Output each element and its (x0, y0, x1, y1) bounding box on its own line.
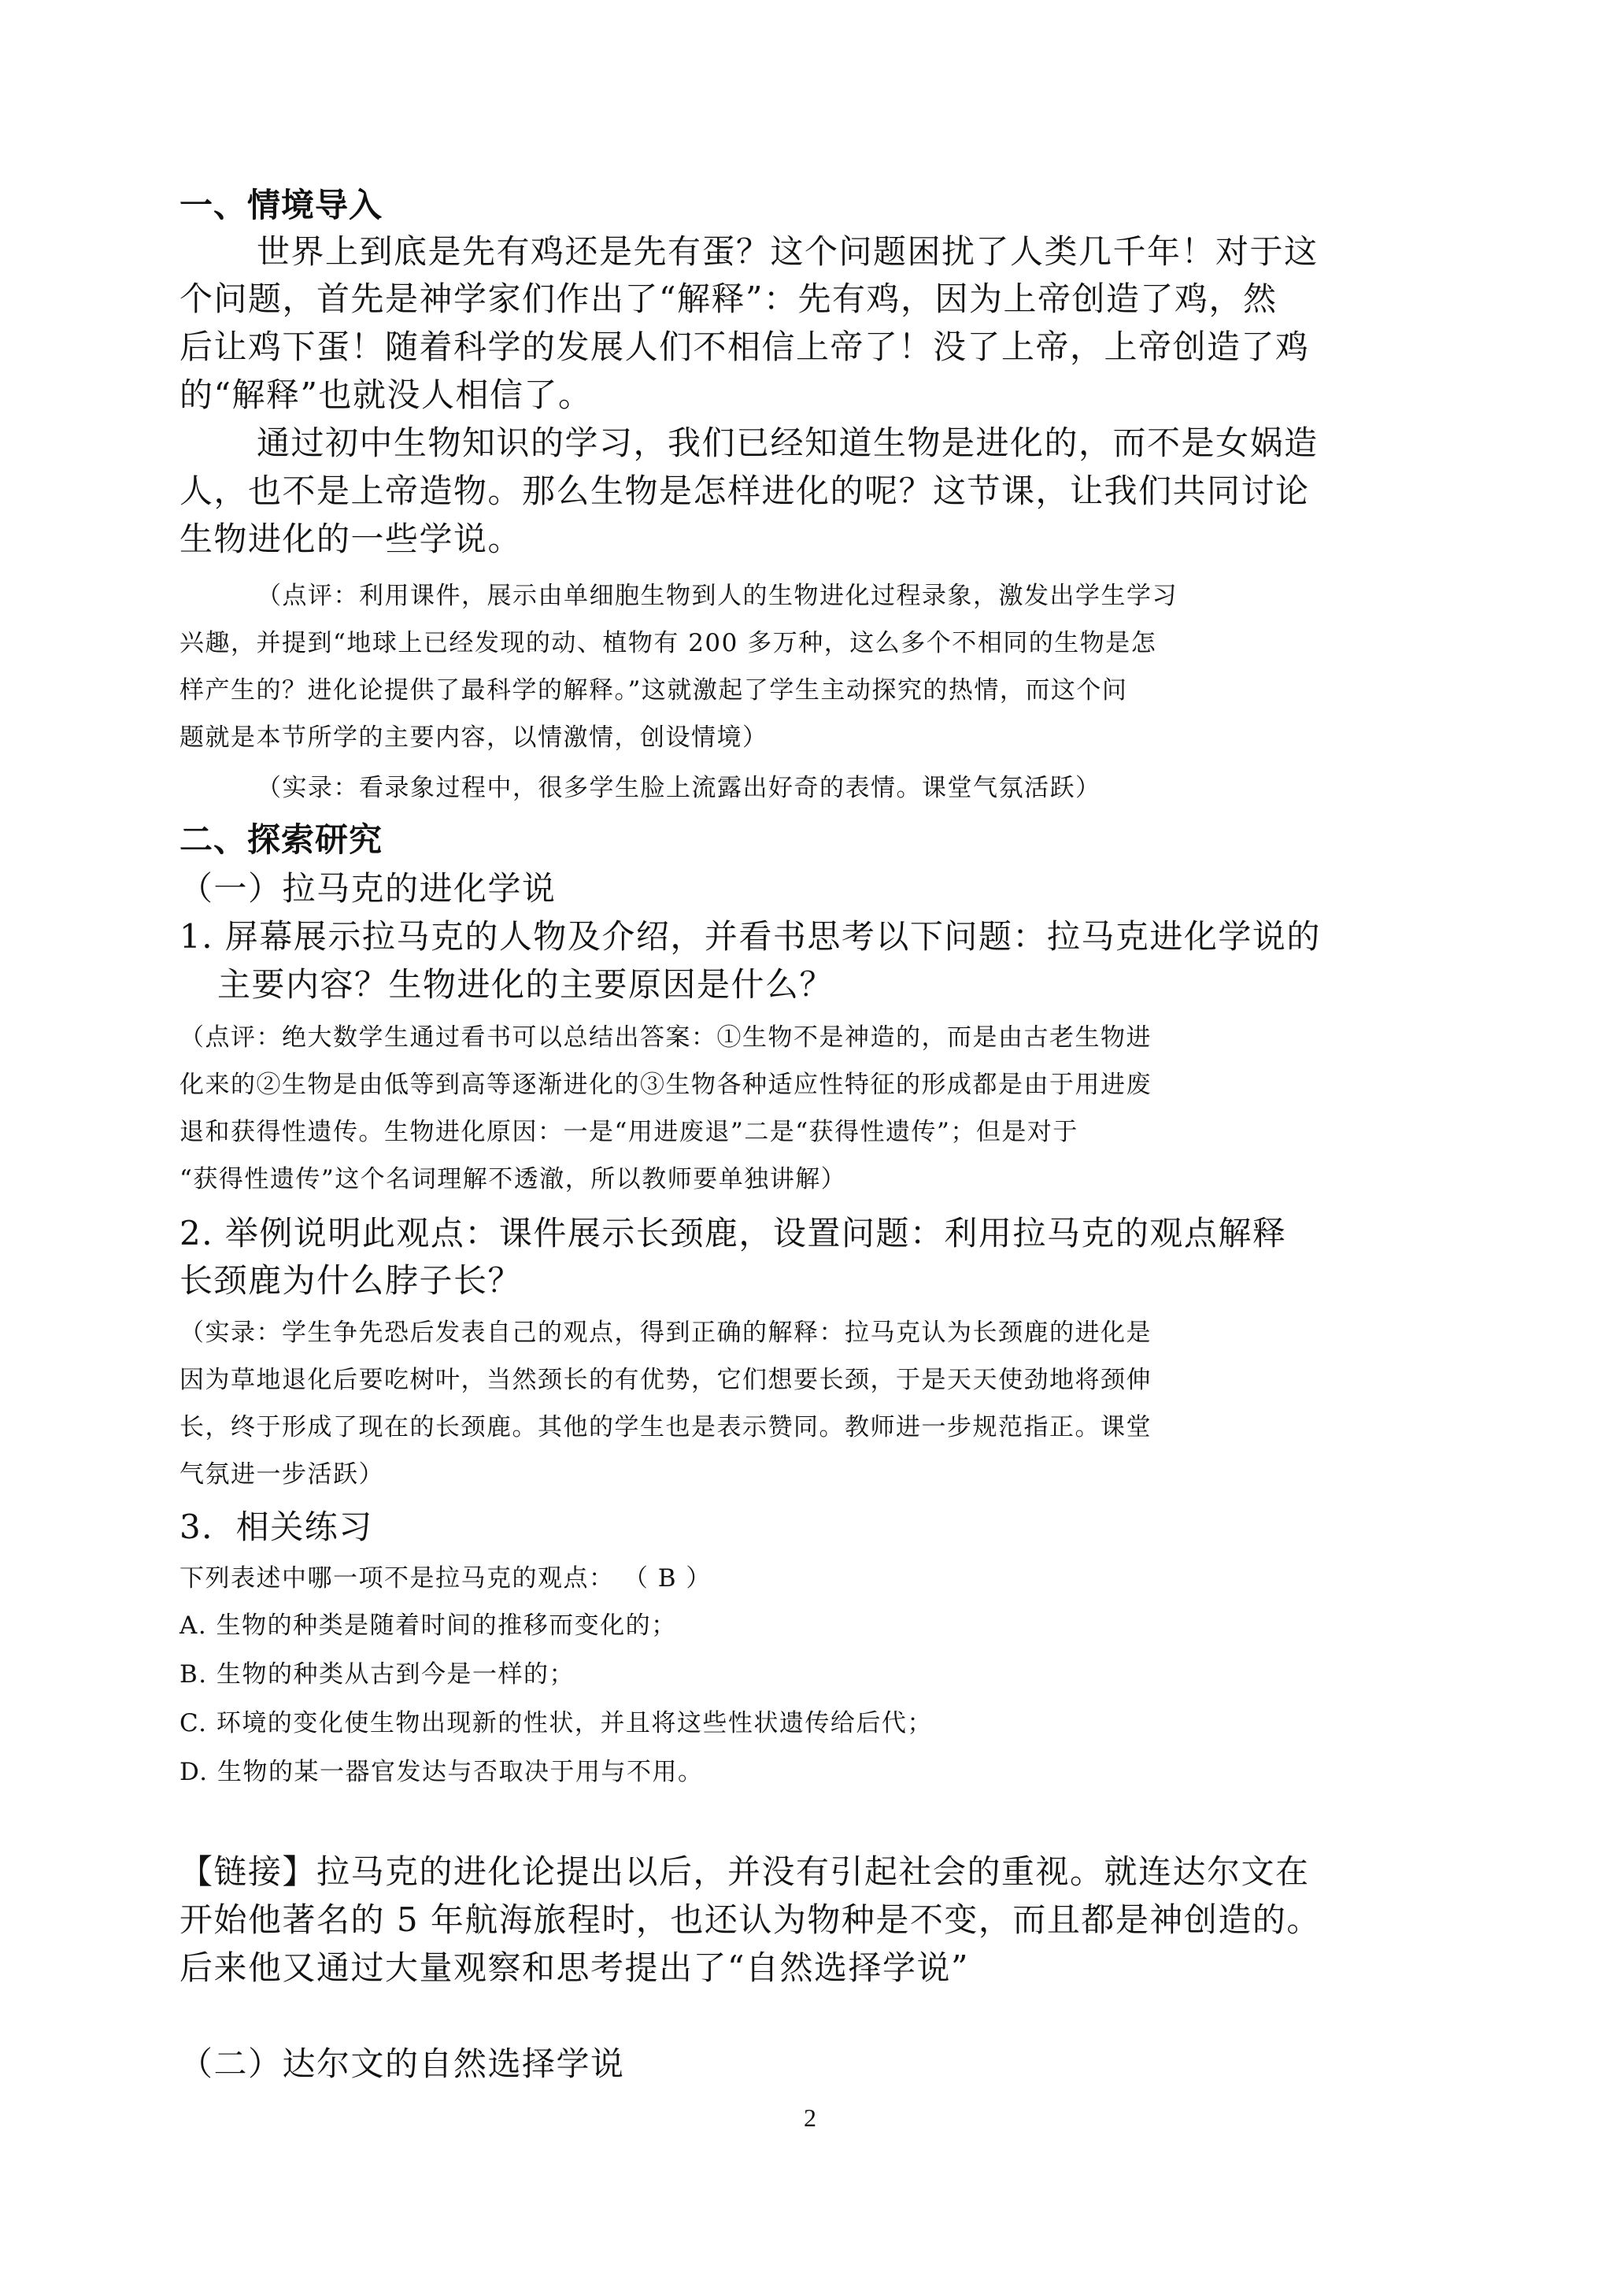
paragraph-line: 后让鸡下蛋！随着科学的发展人们不相信上帝了！没了上帝，上帝创造了鸡 (179, 327, 1310, 366)
record-line: 因为草地退化后要吃树叶，当然颈长的有优势，它们想要长颈，于是天天使劲地将颈伸 (179, 1366, 1152, 1394)
list-item: 主要内容？生物进化的主要原因是什么？ (217, 965, 834, 1004)
list-item: 2. 举例说明此观点：课件展示长颈鹿，设置问题：利用拉马克的观点解释 (179, 1214, 1287, 1252)
comment-line: 化来的②生物是由低等到高等逐渐进化的③生物各种适应性特征的形成都是由于用进废 (179, 1071, 1152, 1099)
exercise-question: 下列表述中哪一项不是拉马克的观点： （ B ） (179, 1564, 712, 1593)
paragraph-line: 通过初中生物知识的学习，我们已经知道生物是进化的，而不是女娲造 (257, 424, 1319, 462)
paragraph-line: 的“解释”也就没人相信了。 (179, 376, 593, 414)
list-item: 长颈鹿为什么脖子长？ (179, 1261, 523, 1300)
section-heading-explore: 二、探索研究 (179, 820, 383, 859)
record-line: 长，终于形成了现在的长颈鹿。其他的学生也是表示赞同。教师进一步规范指正。课堂 (179, 1413, 1152, 1441)
exercise-option: C. 环境的变化使生物出现新的性状，并且将这些性状遗传给后代； (179, 1709, 933, 1737)
exercise-option: D. 生物的某一器官发达与否取决于用与不用。 (179, 1758, 704, 1786)
comment-line: 样产生的？进化论提供了最科学的解释。”这就激起了学生主动探究的热情，而这个问 (179, 676, 1128, 705)
link-paragraph-line: 开始他著名的 5 年航海旅程时，也还认为物种是不变，而且都是神创造的。 (179, 1900, 1321, 1939)
exercise-option: B. 生物的种类从古到今是一样的； (179, 1660, 575, 1689)
comment-line: （点评：利用课件，展示由单细胞生物到人的生物进化过程录象，激发出学生学习 (257, 582, 1178, 610)
record-line: （实录：学生争先恐后发表自己的观点，得到正确的解释：拉马克认为长颈鹿的进化是 (179, 1319, 1152, 1347)
link-paragraph-line: 后来他又通过大量观察和思考提出了“自然选择学说” (179, 1948, 969, 1987)
comment-line: 退和获得性遗传。生物进化原因：一是“用进废退”二是“获得性遗传”；但是对于 (179, 1118, 1078, 1146)
record-line: 气氛进一步活跃） (179, 1460, 384, 1489)
paragraph-line: 世界上到底是先有鸡还是先有蛋？这个问题困扰了人类几千年！对于这 (257, 232, 1319, 271)
paragraph-line: 人，也不是上帝造物。那么生物是怎样进化的呢？这节课，让我们共同讨论 (179, 472, 1310, 510)
list-item: 3．相关练习 (179, 1508, 373, 1546)
comment-line: （点评：绝大数学生通过看书可以总结出答案：①生物不是神造的，而是由古老生物进 (179, 1023, 1152, 1052)
subsection-heading: （一）拉马克的进化学说 (179, 869, 557, 908)
paragraph-line: 个问题，首先是神学家们作出了“解释”：先有鸡，因为上帝创造了鸡，然 (179, 279, 1278, 318)
record-line: （实录：看录象过程中，很多学生脸上流露出好奇的表情。课堂气氛活跃） (257, 774, 1101, 802)
exercise-option: A. 生物的种类是随着时间的推移而变化的； (179, 1611, 677, 1640)
list-item: 1. 屏幕展示拉马克的人物及介绍，并看书思考以下问题：拉马克进化学说的 (179, 917, 1321, 956)
section-heading-intro: 一、情境导入 (179, 186, 383, 224)
comment-line: 题就是本节所学的主要内容，以情激情，创设情境） (179, 723, 768, 752)
comment-line: 兴趣，并提到“地球上已经发现的动、植物有 200 多万种，这么多个不相同的生物是怎 (179, 629, 1157, 657)
page-number: 2 (804, 2103, 816, 2132)
subsection-heading: （二）达尔文的自然选择学说 (179, 2044, 625, 2083)
link-paragraph-line: 【链接】拉马克的进化论提出以后，并没有引起社会的重视。就连达尔文在 (179, 1852, 1310, 1891)
paragraph-line: 生物进化的一些学说。 (179, 520, 523, 558)
comment-line: “获得性遗传”这个名词理解不透澈，所以教师要单独讲解） (179, 1165, 847, 1193)
